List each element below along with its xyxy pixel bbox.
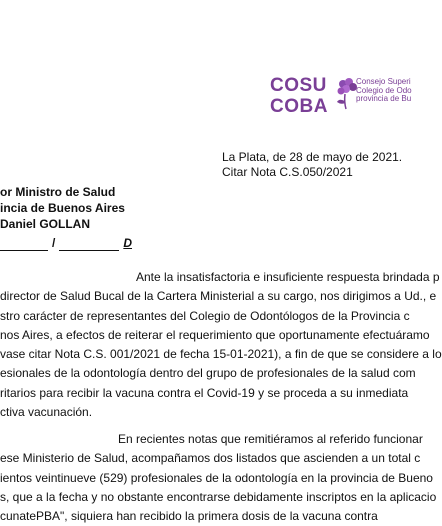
paragraph-line: director de Salud Bucal de la Cartera Ministerial a su cargo, nos dirigimos a Ud., e	[0, 289, 437, 304]
logo-caption-line: provincia de Bu	[356, 94, 412, 104]
paragraph-line: nos Aires, a efectos de reiterar el requerimiento que oportunamente efectuáramo	[0, 327, 430, 342]
paragraph-line: Ante la insatisfactoria e insuficiente respuesta brindada p	[136, 270, 440, 284]
paragraph-line: esionales de la odontología dentro del grupo de profesionales de la salud com	[0, 366, 416, 381]
paragraph-line: cunatePBA", siquiera han recibido la primera dosis de la vacuna contra	[0, 509, 378, 524]
paragraph-line: ientos veintinueve (529) profesionales de la odontología en la provincia de Bueno	[0, 470, 433, 485]
addressee-province: incia de Buenos Aires	[0, 201, 125, 215]
paragraph-line: ese Ministerio de Salud, acompañamos dos listados que ascienden a un total c	[0, 451, 421, 466]
paragraph-line: vase citar Nota C.S. 001/2021 de fecha 15-01-2021), a fin de que se considere a lo	[0, 347, 442, 362]
logo-caption-line: Consejo Superi	[356, 77, 411, 86]
logo-caption-line: Colegio de Odo	[356, 85, 412, 95]
addressee-block	[0, 184, 125, 232]
citation-reference: Citar Nota C.S.050/2021	[222, 165, 353, 179]
place-date-block	[222, 150, 402, 180]
paragraph-line: En recientes notas que remitiéramos al referido funcionar	[118, 432, 423, 446]
logo-word-coba: COBA	[270, 96, 328, 117]
paragraph-line: ritarios para recibir la vacuna contra el Covid-19 y se proceda a su inmediata	[0, 385, 409, 400]
salutation-slash: /	[52, 236, 56, 250]
salutation-blank	[59, 236, 119, 251]
body-paragraph-1	[0, 268, 442, 422]
salutation-d: D	[123, 236, 133, 250]
body-paragraph-2	[0, 430, 436, 526]
cosucoba-logo	[270, 75, 412, 120]
addressee-name: Daniel GOLLAN	[0, 217, 91, 231]
salutation-line	[0, 236, 132, 251]
paragraph-line: s, que a la fecha y no obstante encontrarse debidamente inscriptos en la aplicacio	[0, 489, 437, 504]
paragraph-line: stro carácter de representantes del Colegio de Odontólogos de la Provincia c	[0, 308, 410, 323]
addressee-title: or Ministro de Salud	[0, 185, 116, 199]
place-date: La Plata, de 28 de mayo de 2021.	[222, 150, 403, 164]
paragraph-line: ctiva vacunación.	[0, 405, 93, 420]
logo-caption	[356, 78, 412, 104]
salutation-blank	[0, 236, 48, 251]
logo-word-cosu: COSU	[270, 75, 327, 96]
